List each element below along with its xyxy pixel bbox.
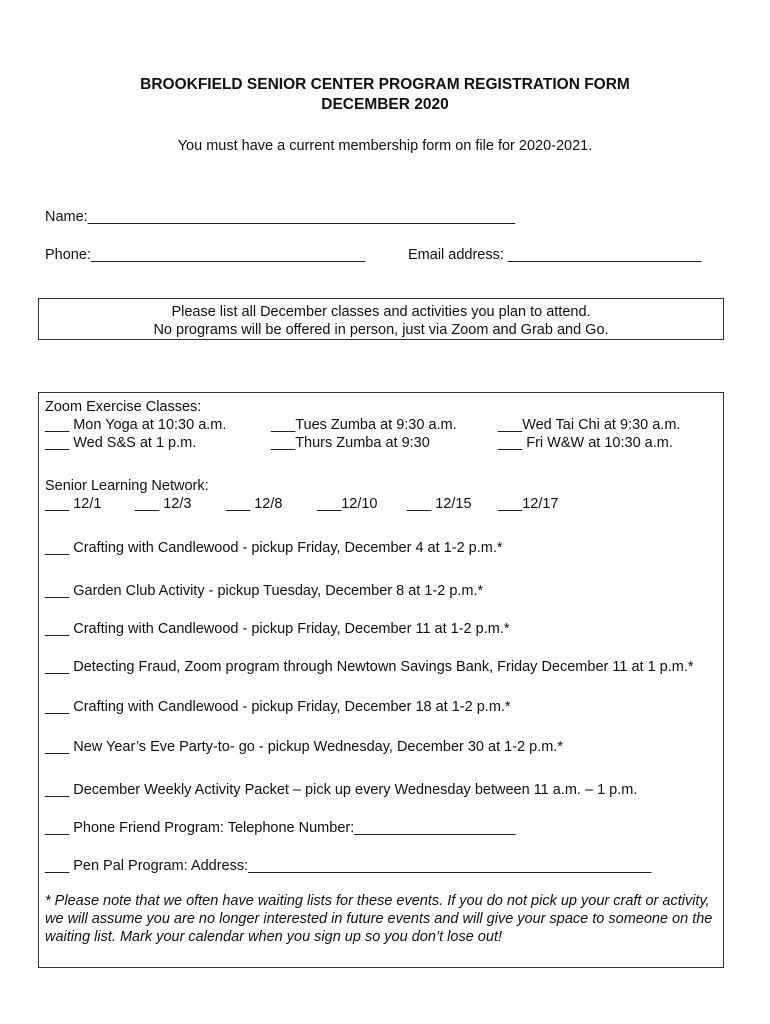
exercise-thurs-zumba[interactable]: ___Thurs Zumba at 9:30 xyxy=(271,435,430,451)
learning-date[interactable]: ___ 12/15 xyxy=(407,496,472,512)
activity-item[interactable]: ___ Garden Club Activity - pickup Tuesday, December 8 at 1-2 p.m.* xyxy=(45,583,484,599)
exercise-mon-yoga[interactable]: ___ Mon Yoga at 10:30 a.m. xyxy=(45,417,227,433)
learning-date[interactable]: ___12/17 xyxy=(498,496,559,512)
form-title: BROOKFIELD SENIOR CENTER PROGRAM REGISTRATION FORM xyxy=(140,76,630,93)
registration-box xyxy=(38,392,724,968)
phone-field[interactable]: Phone:__________________________________ xyxy=(45,247,366,263)
activity-item[interactable]: ___ Detecting Fraud, Zoom program through Newtown Savings Bank, Friday December 11 at 1 p.m.* xyxy=(45,659,694,675)
learning-date[interactable]: ___ 12/3 xyxy=(135,496,192,512)
pen-pal-item[interactable]: ___ Pen Pal Program: Address:__________________________________________________ xyxy=(45,858,652,874)
activity-item[interactable]: ___ December Weekly Activity Packet – pick up every Wednesday between 11 a.m. – 1 p.m. xyxy=(45,782,638,798)
name-field[interactable]: Name:_____________________________________________________ xyxy=(45,209,516,225)
activity-item[interactable]: ___ Crafting with Candlewood - pickup Friday, December 11 at 1-2 p.m.* xyxy=(45,621,510,637)
notice-line2: No programs will be offered in person, just via Zoom and Grab and Go. xyxy=(153,322,609,338)
activity-item[interactable]: ___ New Year’s Eve Party-to- go - pickup Wednesday, December 30 at 1-2 p.m.* xyxy=(45,739,563,755)
learning-date[interactable]: ___12/10 xyxy=(317,496,378,512)
activity-item[interactable]: ___ Crafting with Candlewood - pickup Friday, December 4 at 1-2 p.m.* xyxy=(45,540,503,556)
email-field[interactable]: Email address: ________________________ xyxy=(408,247,702,263)
exercise-heading: Zoom Exercise Classes: xyxy=(45,399,202,415)
exercise-wed-tai-chi[interactable]: ___Wed Tai Chi at 9:30 a.m. xyxy=(498,417,681,433)
exercise-wed-ss[interactable]: ___ Wed S&S at 1 p.m. xyxy=(45,435,197,451)
notice-line1: Please list all December classes and activities you plan to attend. xyxy=(171,304,591,320)
membership-note: You must have a current membership form on file for 2020-2021. xyxy=(177,138,593,154)
exercise-tues-zumba[interactable]: ___Tues Zumba at 9:30 a.m. xyxy=(271,417,457,433)
learning-date[interactable]: ___ 12/8 xyxy=(226,496,283,512)
learning-heading: Senior Learning Network: xyxy=(45,478,209,494)
activity-item[interactable]: ___ Crafting with Candlewood - pickup Friday, December 18 at 1-2 p.m.* xyxy=(45,699,511,715)
learning-date[interactable]: ___ 12/1 xyxy=(45,496,102,512)
exercise-fri-ww[interactable]: ___ Fri W&W at 10:30 a.m. xyxy=(498,435,673,451)
form-month: DECEMBER 2020 xyxy=(321,96,449,113)
phone-friend-item[interactable]: ___ Phone Friend Program: Telephone Number:____________________ xyxy=(45,820,516,836)
notice-box xyxy=(38,298,724,340)
footnote: * Please note that we often have waiting lists for these events. If you do not pick up your craft or activity, we will assume you are no longer interested in future events and will give your space to someone on the waiting list. Mark your calendar when you sign up so you don’t lose out! xyxy=(45,893,713,945)
